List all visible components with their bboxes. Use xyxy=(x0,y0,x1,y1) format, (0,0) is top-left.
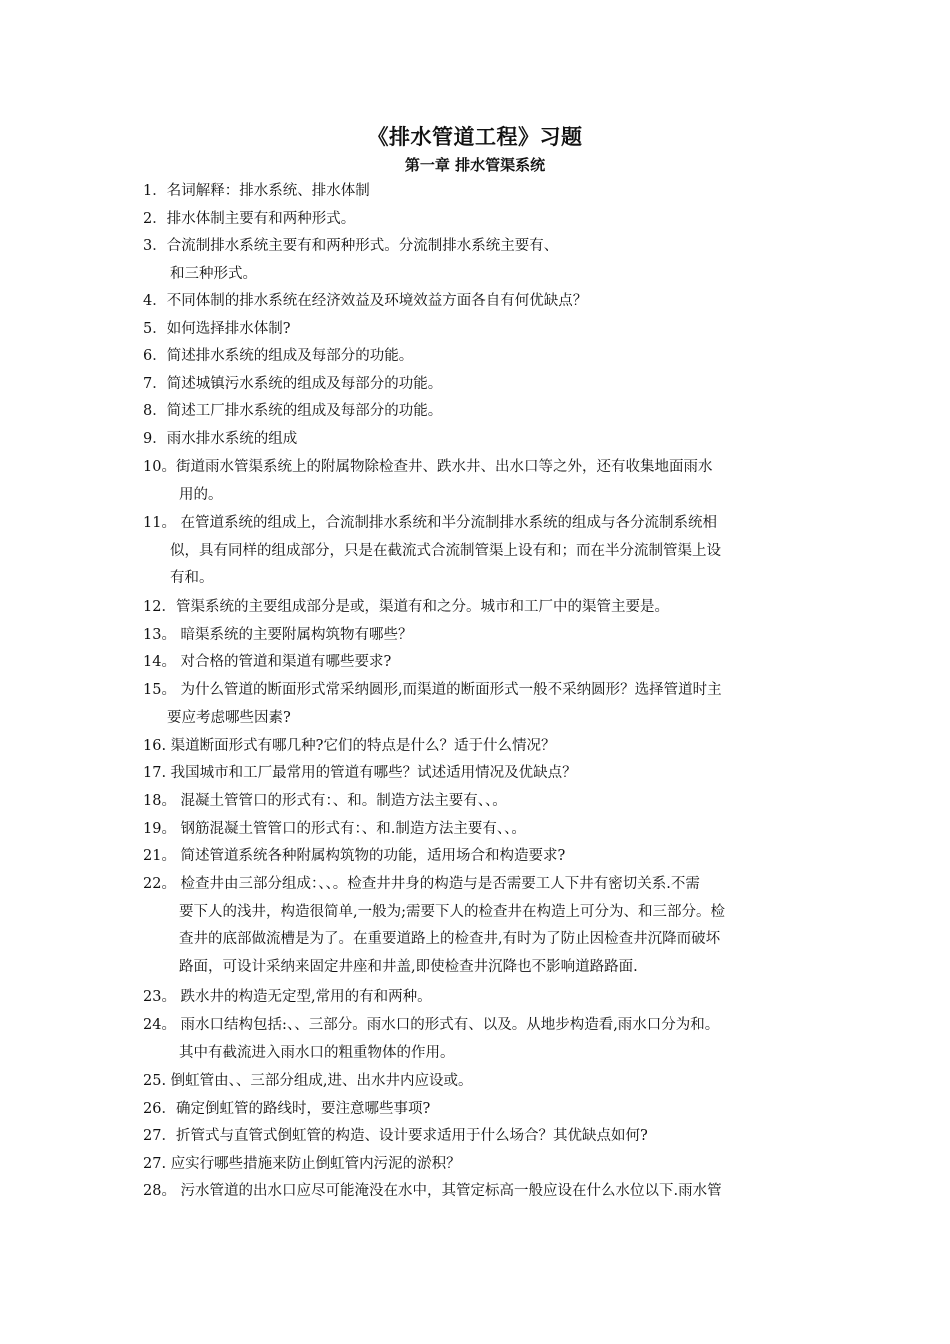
question-5 xyxy=(143,316,823,344)
question-line: 24。 雨水口结构包括:、、三部分。雨水口的形式有、以及。从地步构造看,雨水口分为和。 xyxy=(143,1017,720,1033)
question-19 xyxy=(143,816,823,844)
question-line: 似，具有同样的组成部分，只是在截流式合流制管渠上设有和；而在半分流制管渠上设 xyxy=(170,542,721,559)
question-line: 5．如何选择排水体制? xyxy=(143,321,291,337)
question-1 xyxy=(143,178,823,206)
question-24 xyxy=(143,1012,823,1067)
question-line: 10。街道雨水管渠系统上的附属物除检查井、跌水井、出水口等之外，还有收集地面雨水 xyxy=(143,459,713,475)
question-15 xyxy=(143,677,823,732)
question-line: 和三种形式。 xyxy=(170,265,257,282)
question-28 xyxy=(143,1178,823,1206)
question-14 xyxy=(143,649,823,677)
question-17 xyxy=(143,760,823,788)
question-line: 查井的底部做流槽是为了。在重要道路上的检查井,有时为了防止因检查井沉降而破坏 xyxy=(179,931,721,947)
question-16 xyxy=(143,733,823,761)
question-4 xyxy=(143,288,823,316)
question-line: 14。 对合格的管道和渠道有哪些要求? xyxy=(143,654,392,670)
question-line: 用的。 xyxy=(179,486,223,503)
question-line: 要应考虑哪些因素? xyxy=(167,709,291,726)
question-21 xyxy=(143,843,823,871)
question-line: 22。 检查井由三部分组成：、、。检查井井身的构造与是否需要工人下井有密切关系.不需 xyxy=(143,876,700,892)
question-18 xyxy=(143,788,823,816)
question-line: 16. 渠道断面形式有哪几种?它们的特点是什么？适于什么情况？ xyxy=(143,738,556,754)
question-line: 11。 在管道系统的组成上，合流制排水系统和半分流制排水系统的组成与各分流制系统相 xyxy=(143,515,718,531)
question-line: 21。 简述管道系统各种附属构筑物的功能，适用场合和构造要求? xyxy=(143,848,566,864)
question-line: 12．管渠系统的主要组成部分是或，渠道有和之分。城市和工厂中的渠管主要是。 xyxy=(143,599,669,615)
question-line: 其中有截流进入雨水口的粗重物体的作用。 xyxy=(179,1044,455,1061)
question-line: 27. 应实行哪些措施来防止倒虹管内污泥的淤积？ xyxy=(143,1156,461,1172)
question-line: 有和。 xyxy=(170,570,214,586)
question-line: 27．折管式与直管式倒虹管的构造、设计要求适用于什么场合？其优缺点如何? xyxy=(143,1128,648,1144)
question-27b xyxy=(143,1151,823,1179)
question-23 xyxy=(143,984,823,1012)
question-line: 2．排水体制主要有和两种形式。 xyxy=(143,211,356,227)
question-9 xyxy=(143,426,823,454)
question-26 xyxy=(143,1096,823,1124)
question-27a xyxy=(143,1123,823,1151)
question-line: 6．简述排水系统的组成及每部分的功能。 xyxy=(143,348,414,364)
question-line: 19。 钢筋混凝土管管口的形式有：、和.制造方法主要有、、。 xyxy=(143,821,526,837)
question-12 xyxy=(143,594,823,622)
question-line: 7．简述城镇污水系统的组成及每部分的功能。 xyxy=(143,376,443,392)
question-13 xyxy=(143,622,823,650)
question-line: 26．确定倒虹管的路线时，要注意哪些事项? xyxy=(143,1101,431,1117)
question-7 xyxy=(143,371,823,399)
question-3 xyxy=(143,233,823,288)
question-2 xyxy=(143,206,823,234)
question-line: 18。 混凝土管管口的形式有：、和。制造方法主要有、、。 xyxy=(143,793,507,809)
question-line: 28。 污水管道的出水口应尽可能淹没在水中，其管定标高一般应设在什么水位以下.雨水管 xyxy=(143,1183,722,1199)
question-line: 8．简述工厂排水系统的组成及每部分的功能。 xyxy=(143,403,443,419)
question-line: 4．不同体制的排水系统在经济效益及环境效益方面各自有何优缺点？ xyxy=(143,293,588,309)
chapter-heading: 第一章 排水管渠系统 xyxy=(404,156,546,174)
question-line: 1．名词解释：排水系统、排水体制 xyxy=(143,183,370,199)
question-line: 路面，可设计采纳来固定井座和井盖,即使检查井沉降也不影响道路路面. xyxy=(179,958,638,975)
question-line: 23。 跌水井的构造无定型,常用的有和两种。 xyxy=(143,989,432,1005)
question-line: 3．合流制排水系统主要有和两种形式。分流制排水系统主要有、 xyxy=(143,238,559,254)
question-8 xyxy=(143,398,823,426)
document-title: 《排水管道工程》习题 xyxy=(367,124,583,149)
question-line: 25. 倒虹管由、、三部分组成,进、出水井内应设或。 xyxy=(143,1073,473,1089)
question-10 xyxy=(143,454,823,509)
question-line: 9．雨水排水系统的组成 xyxy=(143,431,298,447)
question-line: 17. 我国城市和工厂最常用的管道有哪些？试述适用情况及优缺点？ xyxy=(143,765,577,781)
question-22 xyxy=(143,871,823,981)
question-11 xyxy=(143,510,823,593)
question-line: 要下人的浅井，构造很简单,一般为;需要下人的检查井在构造上可分为、和三部分。检 xyxy=(179,903,725,920)
question-25 xyxy=(143,1068,823,1096)
question-line: 15。 为什么管道的断面形式常采纳圆形,而渠道的断面形式一般不采纳圆形？选择管道时主 xyxy=(143,682,722,698)
question-6 xyxy=(143,343,823,371)
question-line: 13。 暗渠系统的主要附属构筑物有哪些？ xyxy=(143,627,413,643)
